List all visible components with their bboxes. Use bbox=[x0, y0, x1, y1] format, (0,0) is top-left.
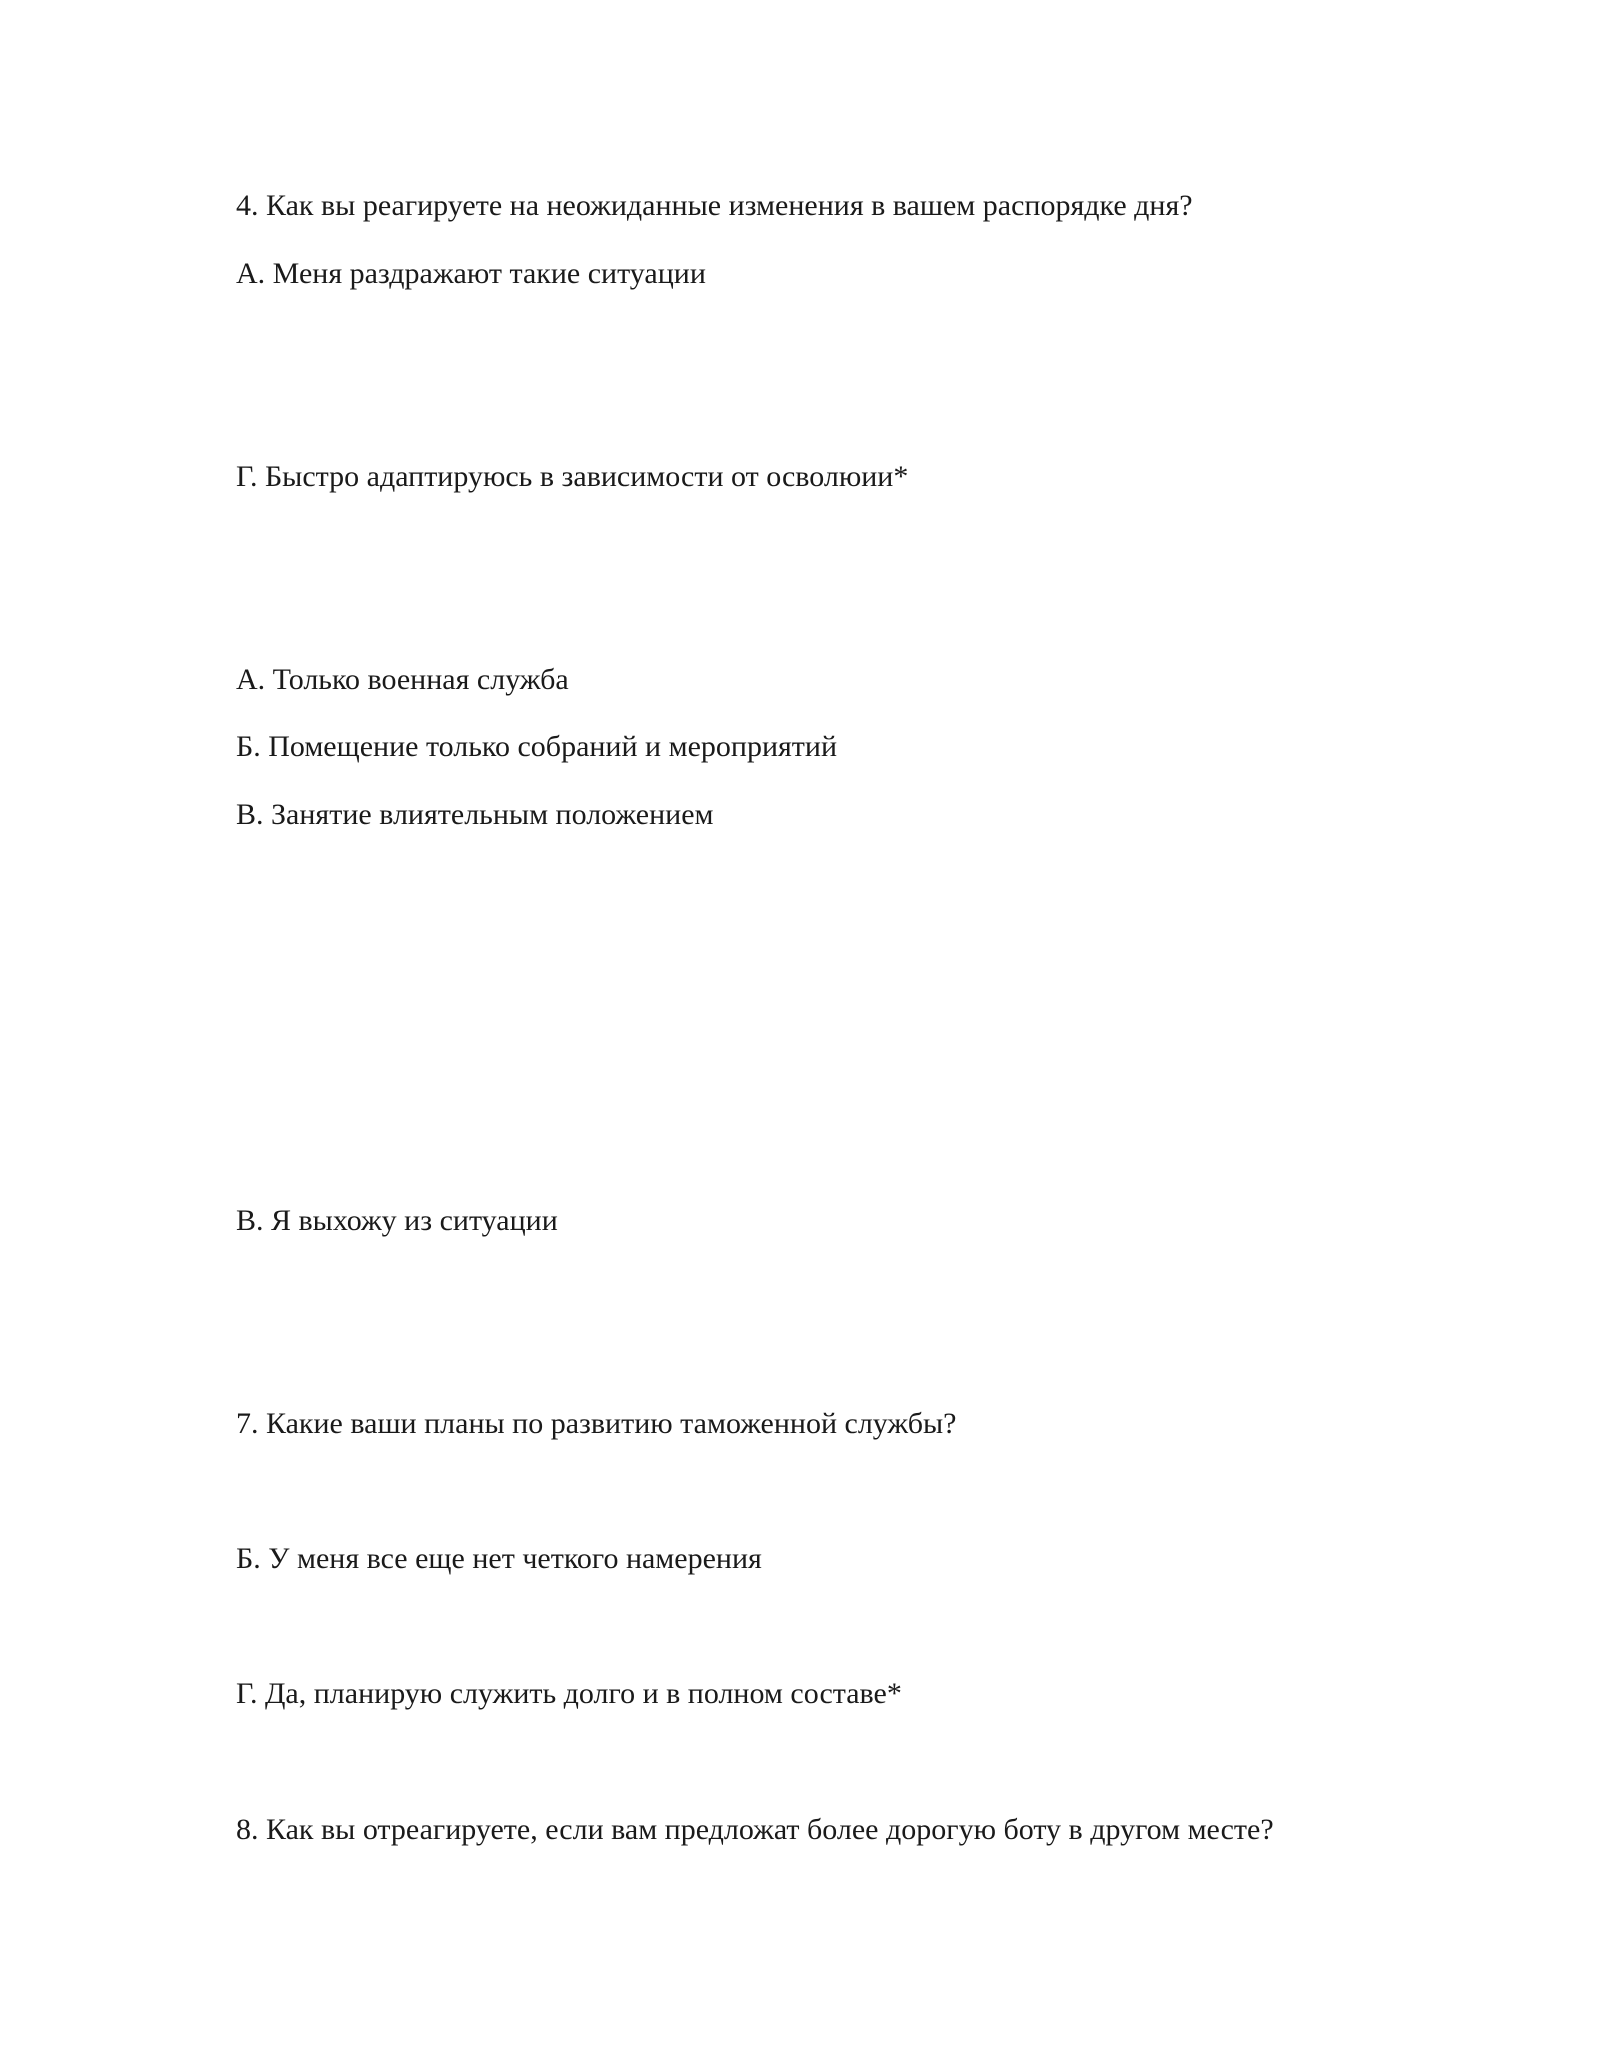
answer-option: Б. У меня все еще нет четкого намерения bbox=[236, 1542, 762, 1575]
question-7: 7. Какие ваши планы по развитию таможенной службы? bbox=[236, 1407, 957, 1440]
answer-option: Б. Помещение только собраний и мероприятий bbox=[236, 730, 838, 763]
answer-option: В. Я выхожу из ситуации bbox=[236, 1204, 558, 1237]
answer-option: Г. Да, планирую служить долго и в полном составе* bbox=[236, 1677, 902, 1710]
answer-option: В. Занятие влиятельным положением bbox=[236, 798, 714, 831]
answer-option: Г. Быстро адаптируюсь в зависимости от осволюии* bbox=[236, 460, 909, 493]
answer-option: А. Меня раздражают такие ситуации bbox=[236, 257, 706, 290]
answer-option: А. Только военная служба bbox=[236, 663, 569, 696]
question-8: 8. Как вы отреагируете, если вам предложат более дорогую боту в другом месте? bbox=[236, 1813, 1274, 1846]
question-4: 4. Как вы реагируете на неожиданные изменения в вашем распорядке дня? bbox=[236, 189, 1193, 222]
